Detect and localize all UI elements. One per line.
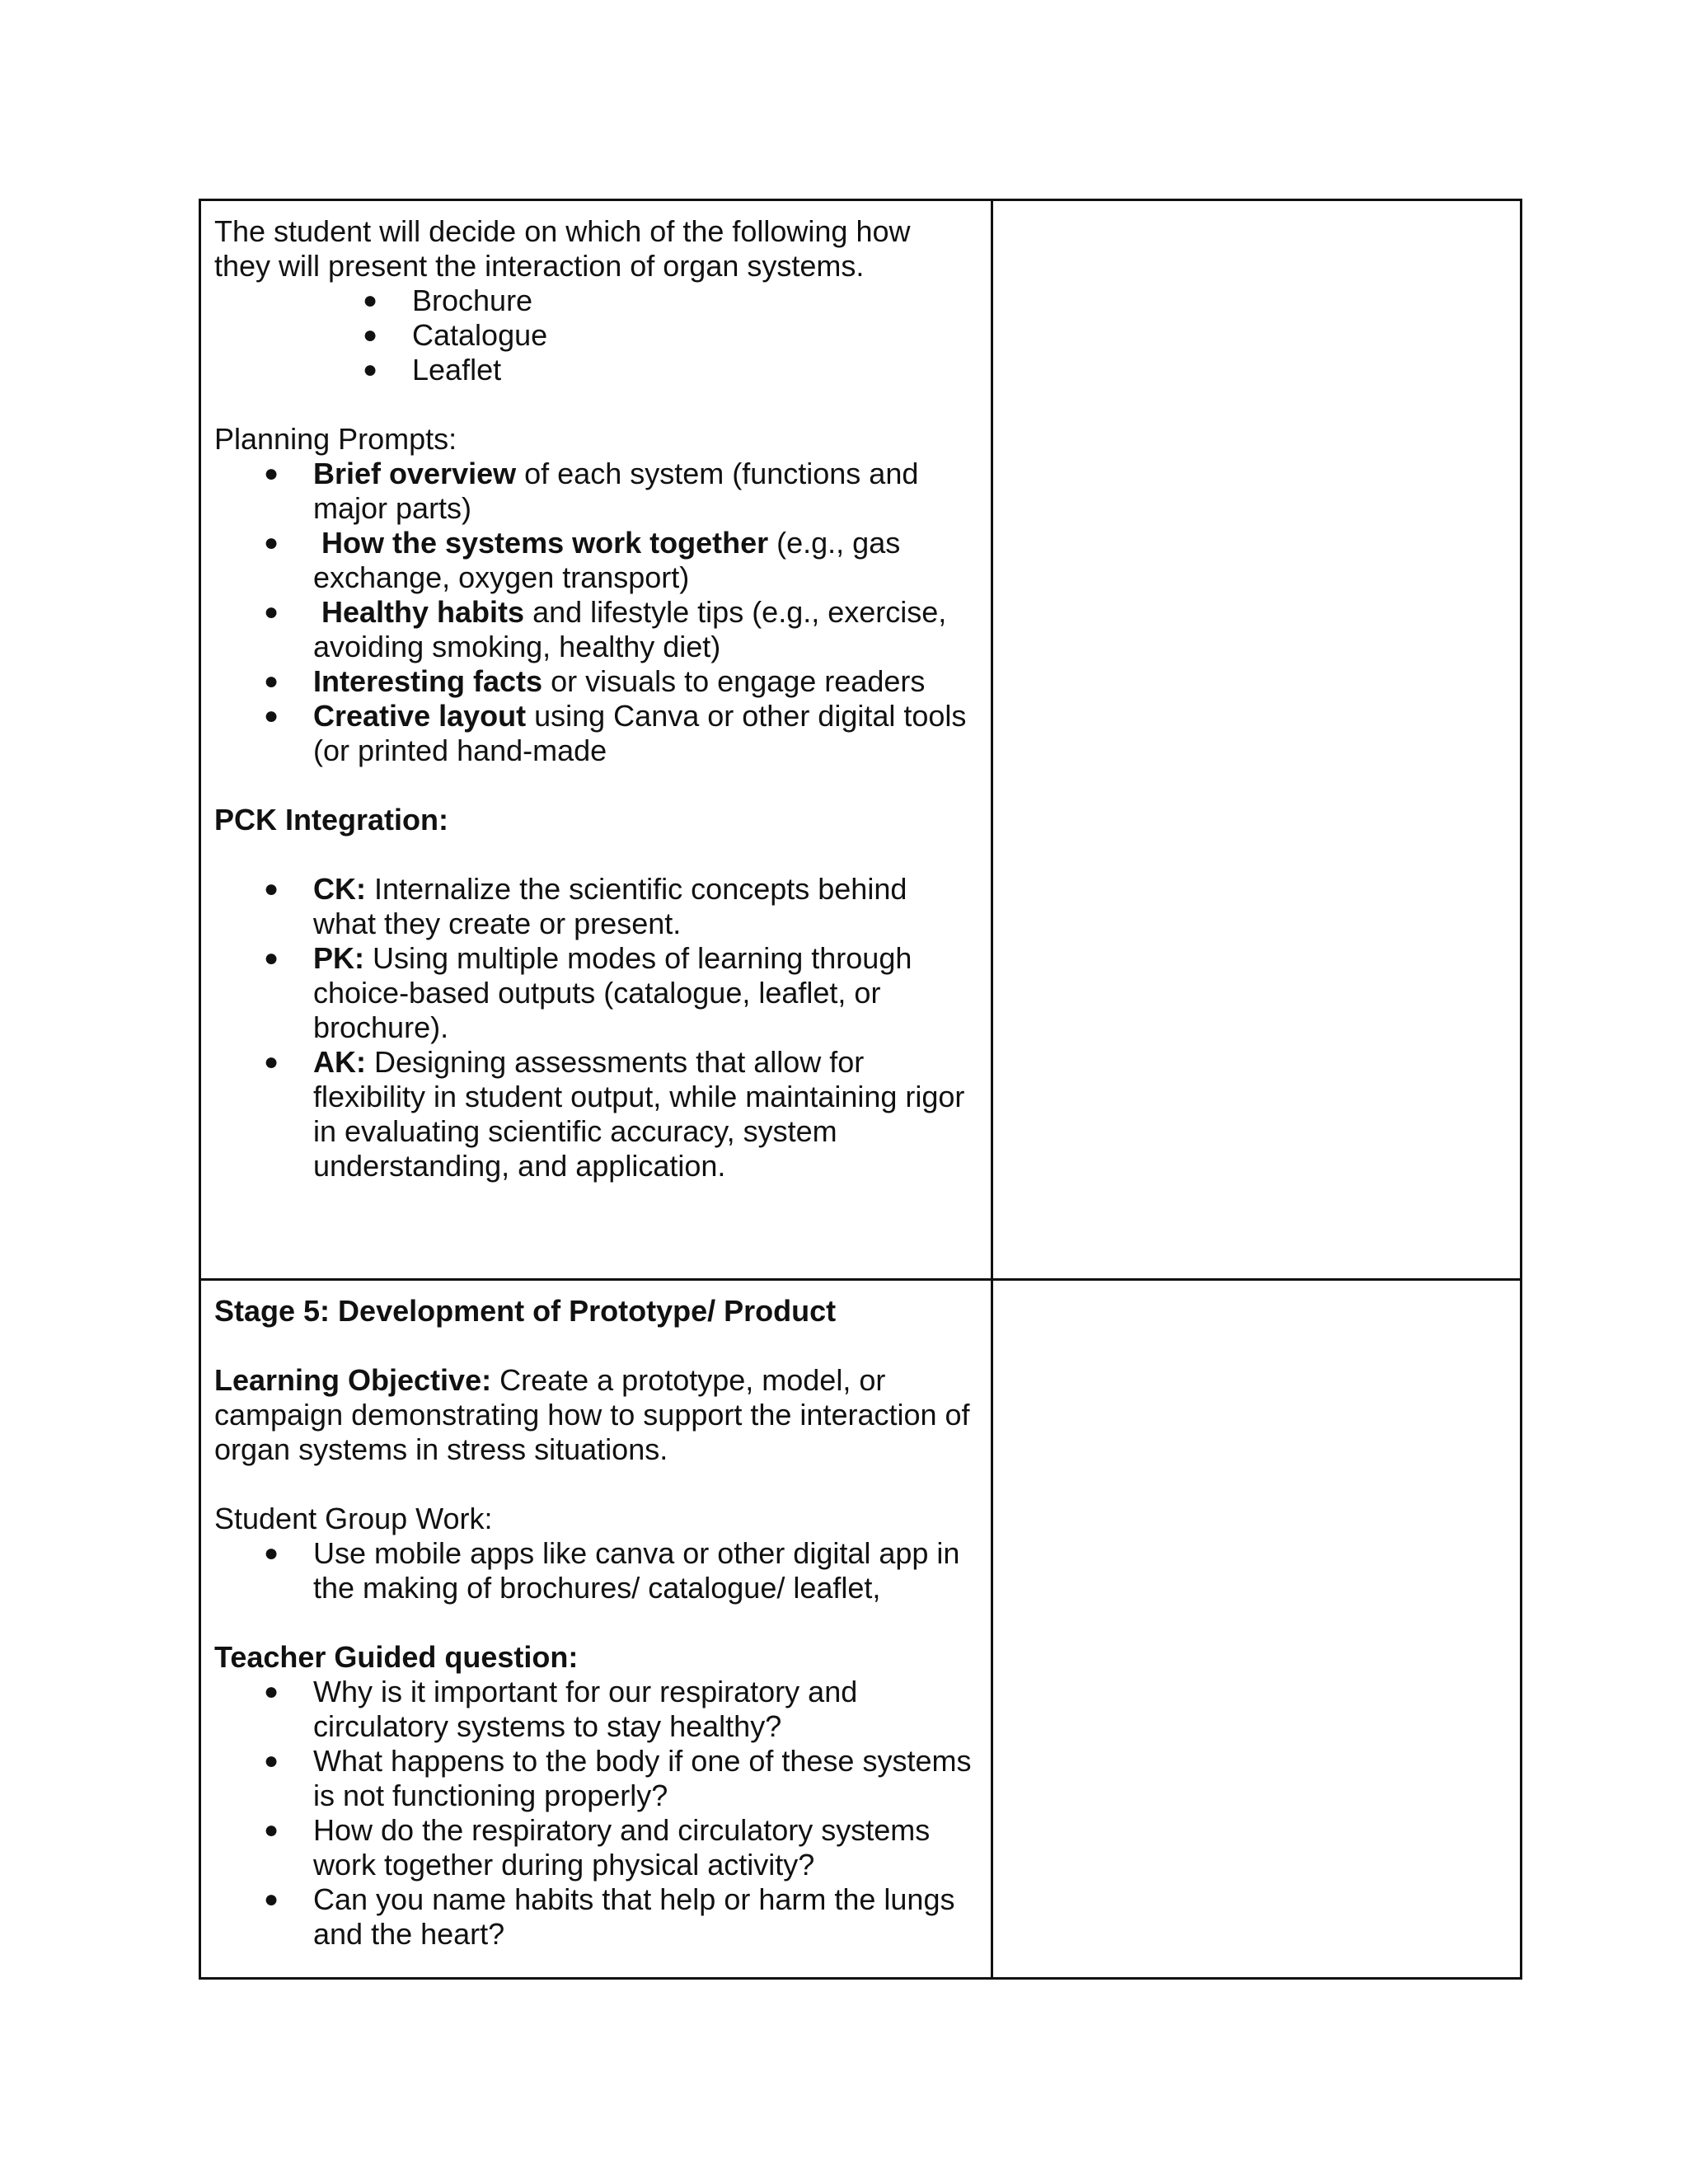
pck-heading <box>214 803 976 837</box>
list-item <box>214 595 976 664</box>
pck-text: Designing assessments that allow for flexibility in student output, while maintaining rigor in evaluating scientific accuracy, system understanding, and application. <box>313 1045 965 1183</box>
planning-prompts-list <box>214 457 976 768</box>
table-row <box>200 200 1522 1280</box>
learning-objective <box>214 1363 976 1467</box>
list-item: ● What happens to the body if one of these systems is not functioning properly? <box>214 1744 976 1813</box>
prompt-term: Healthy habits <box>321 595 525 629</box>
prompt-term: How the systems work together <box>321 526 769 560</box>
pck-heading-text: PCK Integration: <box>214 803 448 837</box>
list-item <box>214 699 976 768</box>
intro-text: The student will decide on which of the following how <box>214 214 911 248</box>
table-row <box>200 1280 1522 1979</box>
activity-cell <box>200 200 992 1280</box>
empty-cell <box>992 1280 1522 1979</box>
prompt-text: of each system (functions and major parts) <box>313 457 919 525</box>
objective-label: Learning Objective: <box>214 1363 492 1397</box>
list-item <box>214 941 976 1045</box>
guided-questions-list <box>214 1675 976 1952</box>
planning-prompts-heading: Planning Prompts: <box>214 422 457 456</box>
lesson-plan-table <box>199 199 1522 1980</box>
intro-text: they will present the interaction of organ systems. <box>214 249 865 283</box>
pck-text: Using multiple modes of learning through choice-based outputs (catalogue, leaflet, or brochure). <box>313 941 912 1044</box>
list-item: ● Leaflet <box>214 353 976 387</box>
list-item: ● Can you name habits that help or harm the lungs and the heart? <box>214 1882 976 1952</box>
group-work-heading: Student Group Work: <box>214 1502 493 1535</box>
list-item: ● Catalogue <box>214 318 976 353</box>
prompt-text: (e.g., gas exchange, oxygen transport) <box>313 526 901 594</box>
stage-title-text: Stage 5: Development of Prototype/ Product <box>214 1294 837 1328</box>
empty-cell <box>992 200 1522 1280</box>
list-item <box>214 457 976 526</box>
pck-term: CK: <box>313 872 366 906</box>
list-item <box>214 1045 976 1183</box>
pck-list <box>214 872 976 1183</box>
list-item <box>214 526 976 595</box>
list-item: ● Brochure <box>214 284 976 318</box>
list-item: ● How do the respiratory and circulatory systems work together during physical activity? <box>214 1813 976 1882</box>
guided-question-heading <box>214 1640 976 1675</box>
list-item: ● Use mobile apps like canva or other digital app in the making of brochures/ catalogue/ leaflet, <box>214 1536 976 1605</box>
prompt-term: Creative layout <box>313 699 527 733</box>
stage-cell <box>200 1280 992 1979</box>
objective-text: Create a prototype, model, or campaign demonstrating how to support the interaction of organ systems in stress situations. <box>214 1363 970 1466</box>
pck-term: AK: <box>313 1045 366 1079</box>
pck-text: Internalize the scientific concepts behind what they create or present. <box>313 872 907 940</box>
prompt-term: Interesting facts <box>313 664 543 698</box>
stage-title <box>214 1294 976 1329</box>
pck-term: PK: <box>313 941 364 975</box>
group-work-list <box>214 1536 976 1605</box>
prompt-text: and lifestyle tips (e.g., exercise, avoiding smoking, healthy diet) <box>313 595 947 663</box>
prompt-text: using Canva or other digital tools (or printed hand-made <box>313 699 967 767</box>
guided-question-heading-text: Teacher Guided question: <box>214 1640 579 1674</box>
prompt-term: Brief overview <box>313 457 517 490</box>
list-item: ● Why is it important for our respiratory and circulatory systems to stay healthy? <box>214 1675 976 1744</box>
format-options-list <box>214 284 976 387</box>
prompt-text: or visuals to engage readers <box>542 664 926 698</box>
list-item <box>214 664 976 699</box>
list-item <box>214 872 976 941</box>
